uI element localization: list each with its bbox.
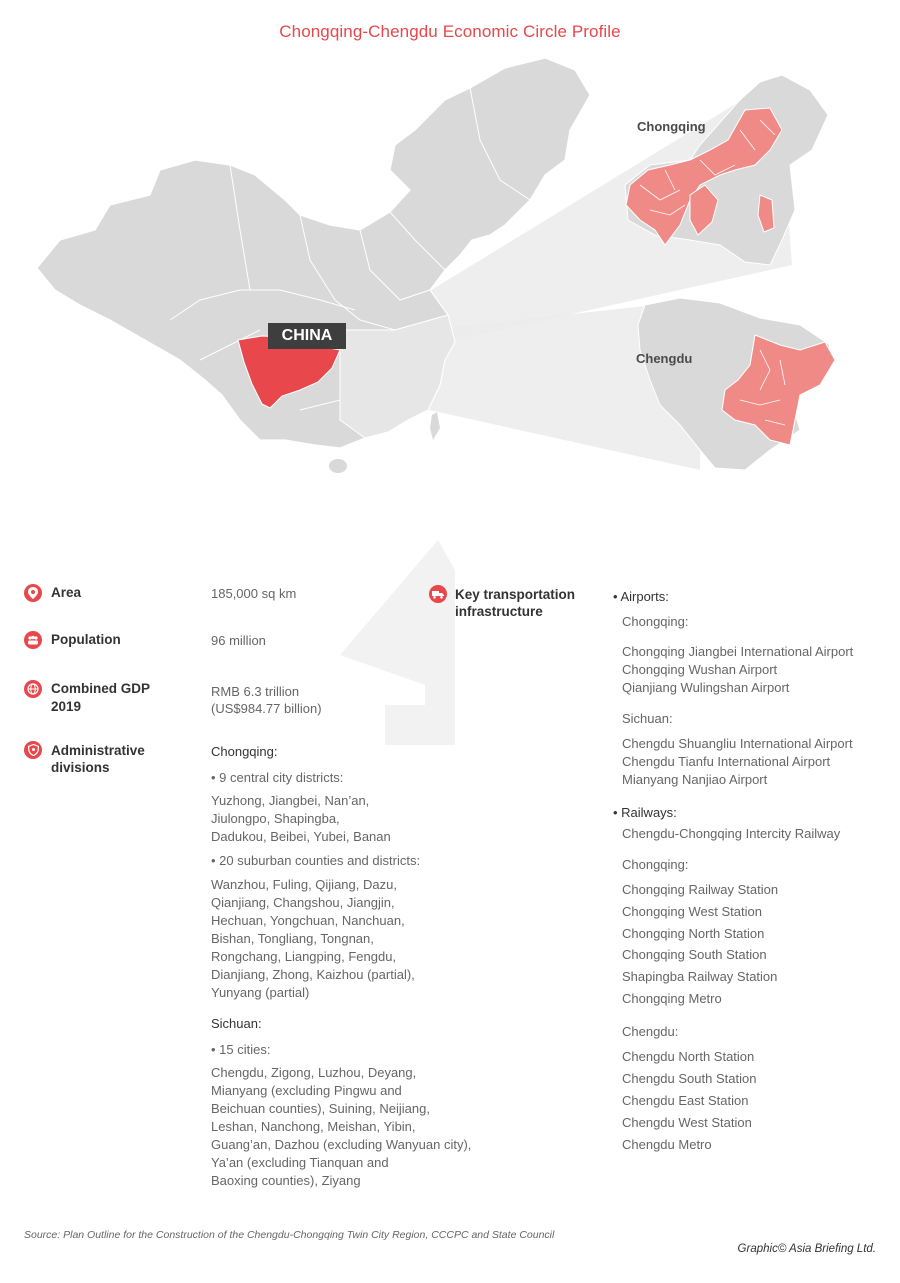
population-value: 96 million [211, 633, 266, 648]
admin-central-heading: • 9 central city districts: [211, 770, 344, 785]
admin-cities-line: Baoxing counties), Ziyang [211, 1173, 361, 1188]
admin-suburban-line: Hechuan, Yongchuan, Nanchuan, [211, 913, 405, 928]
railways-heading: • Railways: [613, 805, 677, 820]
rail-station-item: Chongqing West Station [622, 904, 762, 919]
airport-item: Chongqing Jiangbei International Airport [622, 644, 854, 659]
taiwan-island [430, 412, 440, 440]
transport-label-line2: infrastructure [455, 604, 543, 619]
admin-suburban-line: Yunyang (partial) [211, 985, 310, 1000]
rail-station-item: Chengdu Metro [622, 1137, 712, 1152]
airport-item: Qianjiang Wulingshan Airport [622, 680, 790, 695]
rail-chengdu-heading: Chengdu: [622, 1024, 679, 1039]
area-value: 185,000 sq km [211, 586, 297, 601]
rail-station-item: Chengdu West Station [622, 1115, 752, 1130]
airports-heading: • Airports: [613, 589, 669, 604]
airport-item: Chengdu Shuangliu International Airport [622, 736, 853, 751]
airport-item: Chongqing Wushan Airport [622, 662, 778, 677]
admin-chongqing-heading: Chongqing: [211, 744, 278, 759]
population-label: Population [51, 632, 121, 647]
admin-cities-line: Chengdu, Zigong, Luzhou, Deyang, [211, 1065, 417, 1080]
shield-icon [24, 741, 42, 759]
admin-suburban-line: Dianjiang, Zhong, Kaizhou (partial), [211, 967, 415, 982]
gdp-value-line2: (US$984.77 billion) [211, 701, 322, 716]
rail-station-item: Chengdu East Station [622, 1093, 749, 1108]
rail-station-item: Chongqing Railway Station [622, 882, 779, 897]
admin-suburban-line: Wanzhou, Fuling, Qijiang, Dazu, [211, 877, 397, 892]
airport-item: Chengdu Tianfu International Airport [622, 754, 831, 769]
globe-icon [24, 680, 42, 698]
people-icon [24, 631, 42, 649]
admin-sichuan-heading: Sichuan: [211, 1016, 262, 1031]
rail-station-item: Chongqing Metro [622, 991, 722, 1006]
gdp-label-line2: 2019 [51, 699, 82, 714]
airports-sichuan-heading: Sichuan: [622, 711, 673, 726]
railways-intercity: Chengdu-Chongqing Intercity Railway [622, 826, 841, 841]
admin-suburban-line: Rongchang, Liangping, Fengdu, [211, 949, 397, 964]
location-pin-icon [24, 584, 42, 602]
admin-cities-line: Beichuan counties), Suining, Neijiang, [211, 1101, 430, 1116]
chongqing-inset-label: Chongqing [637, 119, 706, 134]
hainan-island [329, 459, 347, 473]
rail-station-item: Shapingba Railway Station [622, 969, 778, 984]
airports-chongqing-heading: Chongqing: [622, 614, 689, 629]
admin-central-line: Dadukou, Beibei, Yubei, Banan [211, 829, 391, 844]
rail-station-item: Chengdu South Station [622, 1071, 757, 1086]
china-map-label: CHINA [268, 323, 346, 349]
admin-cities-heading: • 15 cities: [211, 1042, 271, 1057]
admin-cities-line: Ya’an (excluding Tianquan and [211, 1155, 389, 1170]
area-label: Area [51, 585, 82, 600]
rail-station-item: Chengdu North Station [622, 1049, 755, 1064]
truck-icon [429, 585, 447, 603]
transport-label-line1: Key transportation [455, 587, 576, 602]
page-title: Chongqing-Chengdu Economic Circle Profile [279, 22, 621, 41]
china-map-graphic [0, 0, 900, 520]
admin-label-line2: divisions [51, 760, 110, 775]
admin-label-line1: Administrative [51, 743, 145, 758]
source-note: Source: Plan Outline for the Construction of the Chengdu-Chongqing Twin City Region, CCCPC and State Council [24, 1229, 555, 1241]
admin-cities-line: Leshan, Nanchong, Meishan, Yibin, [211, 1119, 416, 1134]
admin-cities-line: Guang’an, Dazhou (excluding Wanyuan city), [211, 1137, 472, 1152]
admin-suburban-line: Bishan, Tongliang, Tongnan, [211, 931, 374, 946]
chengdu-inset-label: Chengdu [636, 351, 693, 366]
gdp-label-line1: Combined GDP [51, 681, 151, 696]
admin-suburban-heading: • 20 suburban counties and districts: [211, 853, 421, 868]
graphic-credit: Graphic© Asia Briefing Ltd. [737, 1243, 876, 1255]
admin-suburban-line: Qianjiang, Changshou, Jiangjin, [211, 895, 395, 910]
asia-briefing-watermark-icon [330, 535, 460, 750]
rail-chongqing-heading: Chongqing: [622, 857, 689, 872]
admin-cities-line: Mianyang (excluding Pingwu and [211, 1083, 402, 1098]
rail-station-item: Chongqing North Station [622, 926, 765, 941]
admin-central-line: Jiulongpo, Shapingba, [211, 811, 340, 826]
admin-central-line: Yuzhong, Jiangbei, Nan’an, [211, 793, 370, 808]
airport-item: Mianyang Nanjiao Airport [622, 772, 768, 787]
rail-station-item: Chongqing South Station [622, 947, 767, 962]
gdp-value-line1: RMB 6.3 trillion [211, 684, 300, 699]
